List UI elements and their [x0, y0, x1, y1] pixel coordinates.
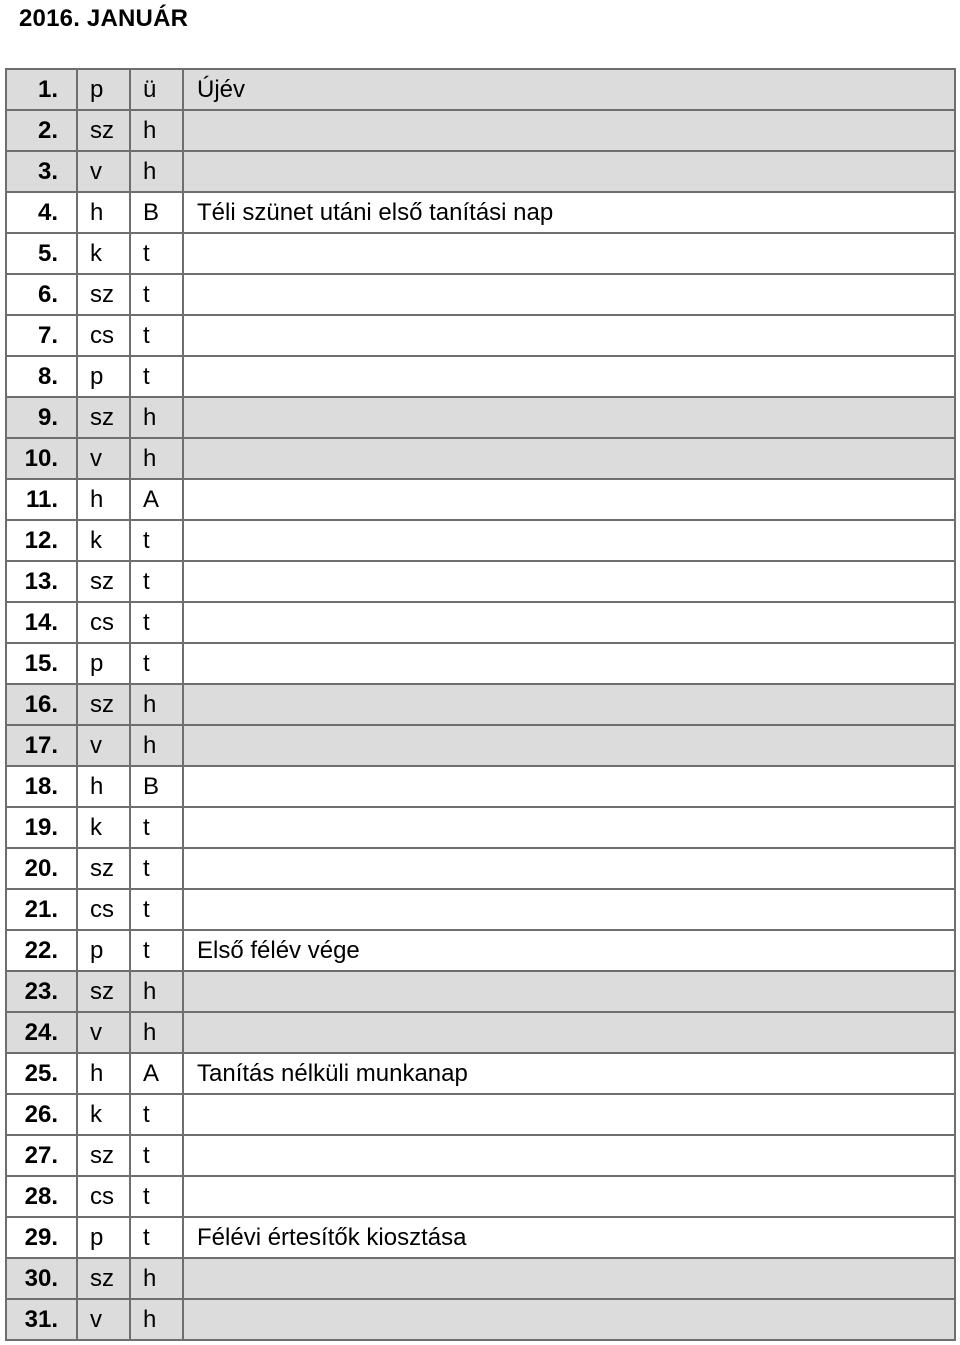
day-code-cell: h [130, 151, 183, 192]
day-code-cell: h [130, 1258, 183, 1299]
day-number-cell: 14. [6, 602, 77, 643]
day-number-cell: 4. [6, 192, 77, 233]
day-code-cell: h [130, 684, 183, 725]
day-number-cell: 30. [6, 1258, 77, 1299]
event-note-cell [183, 766, 955, 807]
day-code-cell: ü [130, 69, 183, 110]
weekday-cell: k [77, 807, 130, 848]
day-number-cell: 27. [6, 1135, 77, 1176]
day-code-cell: B [130, 192, 183, 233]
calendar-row [6, 561, 955, 602]
calendar-row [6, 192, 955, 233]
day-code-cell: A [130, 479, 183, 520]
event-note-cell [183, 1258, 955, 1299]
calendar-row [6, 233, 955, 274]
weekday-cell: h [77, 766, 130, 807]
day-number-cell: 28. [6, 1176, 77, 1217]
day-number-cell: 9. [6, 397, 77, 438]
day-number-cell: 1. [6, 69, 77, 110]
day-code-cell: t [130, 930, 183, 971]
day-code-cell: t [130, 643, 183, 684]
event-note-cell [183, 479, 955, 520]
event-note-cell [183, 889, 955, 930]
event-note-cell [183, 1094, 955, 1135]
calendar-row [6, 684, 955, 725]
event-note-cell [183, 356, 955, 397]
event-note-cell [183, 520, 955, 561]
weekday-cell: cs [77, 889, 130, 930]
event-note-cell [183, 643, 955, 684]
weekday-cell: v [77, 1012, 130, 1053]
day-number-cell: 3. [6, 151, 77, 192]
day-number-cell: 17. [6, 725, 77, 766]
calendar-row [6, 397, 955, 438]
day-number-cell: 25. [6, 1053, 77, 1094]
calendar-row [6, 151, 955, 192]
day-number-cell: 23. [6, 971, 77, 1012]
calendar-row [6, 1053, 955, 1094]
calendar-table [5, 68, 956, 1341]
weekday-cell: k [77, 1094, 130, 1135]
event-note-cell [183, 725, 955, 766]
weekday-cell: h [77, 192, 130, 233]
weekday-cell: h [77, 1053, 130, 1094]
calendar-row [6, 110, 955, 151]
event-note-cell [183, 151, 955, 192]
calendar-row [6, 1299, 955, 1340]
event-note-cell [183, 561, 955, 602]
day-number-cell: 31. [6, 1299, 77, 1340]
day-code-cell: h [130, 1012, 183, 1053]
day-code-cell: h [130, 725, 183, 766]
event-note-cell [183, 1135, 955, 1176]
calendar-row [6, 274, 955, 315]
day-code-cell: t [130, 602, 183, 643]
day-number-cell: 21. [6, 889, 77, 930]
weekday-cell: sz [77, 397, 130, 438]
event-note-cell [183, 274, 955, 315]
calendar-row [6, 438, 955, 479]
calendar-row [6, 889, 955, 930]
event-note-cell [183, 110, 955, 151]
day-code-cell: h [130, 438, 183, 479]
calendar-row [6, 479, 955, 520]
day-number-cell: 12. [6, 520, 77, 561]
weekday-cell: k [77, 233, 130, 274]
day-code-cell: t [130, 1176, 183, 1217]
day-number-cell: 24. [6, 1012, 77, 1053]
day-number-cell: 7. [6, 315, 77, 356]
weekday-cell: k [77, 520, 130, 561]
calendar-row [6, 315, 955, 356]
day-number-cell: 15. [6, 643, 77, 684]
event-note-cell [183, 807, 955, 848]
event-note-cell: Első félév vége [183, 930, 955, 971]
calendar-row [6, 1135, 955, 1176]
day-code-cell: t [130, 233, 183, 274]
event-note-cell: Téli szünet utáni első tanítási nap [183, 192, 955, 233]
event-note-cell [183, 971, 955, 1012]
weekday-cell: v [77, 725, 130, 766]
event-note-cell [183, 397, 955, 438]
weekday-cell: p [77, 1217, 130, 1258]
weekday-cell: h [77, 479, 130, 520]
day-number-cell: 11. [6, 479, 77, 520]
calendar-row [6, 766, 955, 807]
day-code-cell: t [130, 889, 183, 930]
event-note-cell [183, 1012, 955, 1053]
weekday-cell: sz [77, 1135, 130, 1176]
calendar-row [6, 356, 955, 397]
calendar-row [6, 971, 955, 1012]
day-code-cell: h [130, 1299, 183, 1340]
weekday-cell: p [77, 69, 130, 110]
calendar-body [6, 69, 955, 1340]
day-number-cell: 22. [6, 930, 77, 971]
calendar-row [6, 1012, 955, 1053]
calendar-row [6, 643, 955, 684]
weekday-cell: cs [77, 1176, 130, 1217]
day-number-cell: 18. [6, 766, 77, 807]
weekday-cell: sz [77, 971, 130, 1012]
calendar-row [6, 1094, 955, 1135]
day-code-cell: B [130, 766, 183, 807]
weekday-cell: p [77, 930, 130, 971]
day-code-cell: t [130, 520, 183, 561]
calendar-row [6, 930, 955, 971]
weekday-cell: sz [77, 274, 130, 315]
calendar-row [6, 602, 955, 643]
day-code-cell: t [130, 1135, 183, 1176]
weekday-cell: sz [77, 561, 130, 602]
day-code-cell: A [130, 1053, 183, 1094]
day-number-cell: 16. [6, 684, 77, 725]
event-note-cell [183, 1299, 955, 1340]
event-note-cell: Tanítás nélküli munkanap [183, 1053, 955, 1094]
day-number-cell: 13. [6, 561, 77, 602]
day-code-cell: h [130, 397, 183, 438]
day-code-cell: t [130, 1094, 183, 1135]
day-number-cell: 20. [6, 848, 77, 889]
day-code-cell: t [130, 1217, 183, 1258]
day-code-cell: t [130, 807, 183, 848]
event-note-cell [183, 602, 955, 643]
weekday-cell: cs [77, 315, 130, 356]
weekday-cell: p [77, 643, 130, 684]
weekday-cell: v [77, 1299, 130, 1340]
day-code-cell: h [130, 110, 183, 151]
day-number-cell: 6. [6, 274, 77, 315]
weekday-cell: v [77, 438, 130, 479]
calendar-row [6, 69, 955, 110]
day-code-cell: t [130, 274, 183, 315]
event-note-cell [183, 684, 955, 725]
event-note-cell: Félévi értesítők kiosztása [183, 1217, 955, 1258]
day-number-cell: 29. [6, 1217, 77, 1258]
event-note-cell [183, 315, 955, 356]
event-note-cell [183, 438, 955, 479]
day-code-cell: t [130, 356, 183, 397]
day-number-cell: 26. [6, 1094, 77, 1135]
day-code-cell: t [130, 561, 183, 602]
weekday-cell: cs [77, 602, 130, 643]
calendar-row [6, 1176, 955, 1217]
day-number-cell: 8. [6, 356, 77, 397]
day-number-cell: 19. [6, 807, 77, 848]
weekday-cell: sz [77, 848, 130, 889]
calendar-row [6, 1258, 955, 1299]
day-code-cell: h [130, 971, 183, 1012]
day-number-cell: 2. [6, 110, 77, 151]
event-note-cell: Újév [183, 69, 955, 110]
calendar-row [6, 520, 955, 561]
event-note-cell [183, 1176, 955, 1217]
event-note-cell [183, 848, 955, 889]
calendar-row [6, 848, 955, 889]
event-note-cell [183, 233, 955, 274]
weekday-cell: sz [77, 1258, 130, 1299]
weekday-cell: p [77, 356, 130, 397]
calendar-row [6, 1217, 955, 1258]
page-title: 2016. JANUÁR [19, 5, 189, 32]
day-number-cell: 10. [6, 438, 77, 479]
calendar-row [6, 725, 955, 766]
weekday-cell: v [77, 151, 130, 192]
calendar-row [6, 807, 955, 848]
weekday-cell: sz [77, 684, 130, 725]
day-code-cell: t [130, 315, 183, 356]
day-code-cell: t [130, 848, 183, 889]
day-number-cell: 5. [6, 233, 77, 274]
weekday-cell: sz [77, 110, 130, 151]
